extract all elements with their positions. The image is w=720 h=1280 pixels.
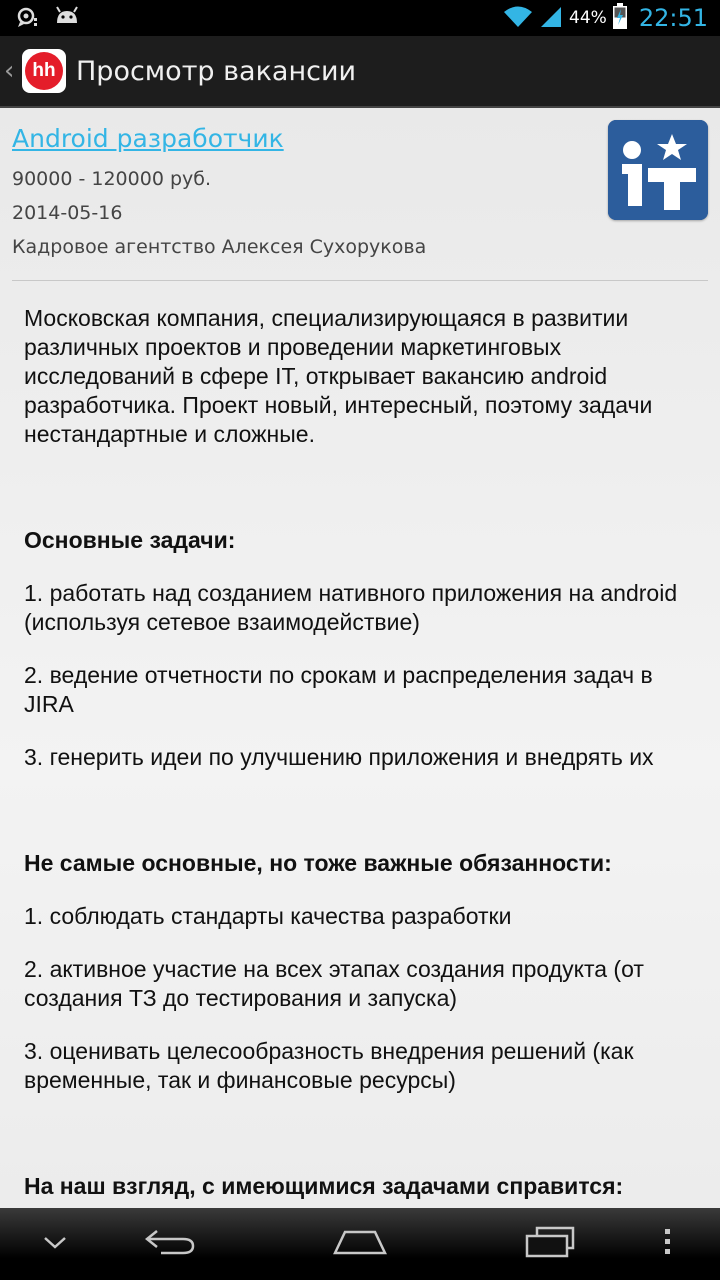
app-logo-text: hh (25, 52, 63, 90)
vacancy-company: Кадровое агентство Алексея Сухорукова (12, 236, 427, 258)
description-intro: Московская компания, специализирующаяся в развитии различных проектов и проведении маркетинговых исследований в сфере IT, открывает вакансию android разработчика. Проект новый, интересный, поэтому задачи нестандартные и сложные. (24, 305, 653, 447)
up-navigation-icon[interactable]: ‹ (4, 56, 15, 86)
battery-charging-icon (613, 3, 627, 33)
list-item: 3. оценивать целесообразность внедрения решений (как временные, так и финансовые ресурсы) (24, 1038, 634, 1093)
wifi-icon (503, 4, 533, 32)
list-item: 2. активное участие на всех этапах создания продукта (от создания ТЗ до тестирования и запуска) (24, 956, 644, 1011)
back-button[interactable] (130, 1208, 210, 1280)
requirements-heading: На наш взгляд, с имеющимися задачами справится: (24, 1173, 624, 1199)
navigation-bar (0, 1208, 720, 1280)
page-title: Просмотр вакансии (76, 55, 357, 87)
list-item: 1. работать над созданием нативного приложения на android (используя сетевое взаимодействие) (24, 580, 678, 635)
hide-keyboard-icon (43, 1235, 67, 1254)
home-icon (331, 1228, 389, 1260)
vacancy-salary: 90000 - 120000 руб. (12, 168, 212, 190)
status-notifications (16, 6, 80, 32)
app-logo[interactable] (22, 49, 66, 93)
list-item: 1. соблюдать стандарты качества разработки (24, 903, 512, 929)
header-divider (12, 280, 708, 281)
secondary-tasks-heading: Не самые основные, но тоже важные обязанности: (24, 850, 612, 876)
menu-icon (664, 1227, 672, 1261)
battery-percent: 44% (569, 8, 607, 28)
back-icon (143, 1227, 197, 1261)
status-bar (0, 0, 720, 36)
home-button[interactable] (320, 1208, 400, 1280)
android-icon (54, 6, 80, 32)
recent-apps-button[interactable] (510, 1208, 590, 1280)
vacancy-title-link[interactable]: Android разработчик (12, 124, 284, 153)
cell-signal-icon (539, 4, 563, 32)
action-bar (0, 36, 720, 108)
list-item: 3. генерить идеи по улучшению приложения и внедрять их (24, 744, 654, 770)
clock: 22:51 (638, 4, 708, 32)
status-indicators (503, 0, 708, 36)
signal-notification-icon (16, 6, 40, 32)
company-logo (608, 120, 708, 220)
list-item: 2. ведение отчетности по срокам и распределения задач в JIRA (24, 662, 653, 717)
vacancy-date: 2014-05-16 (12, 202, 123, 224)
vacancy-content[interactable] (0, 108, 720, 1208)
hide-keyboard-button[interactable] (20, 1208, 90, 1280)
overflow-menu-button[interactable] (640, 1208, 696, 1280)
vacancy-description (24, 304, 694, 1201)
main-tasks-heading: Основные задачи: (24, 527, 236, 553)
vacancy-header (0, 108, 720, 278)
recent-apps-icon (523, 1225, 577, 1263)
